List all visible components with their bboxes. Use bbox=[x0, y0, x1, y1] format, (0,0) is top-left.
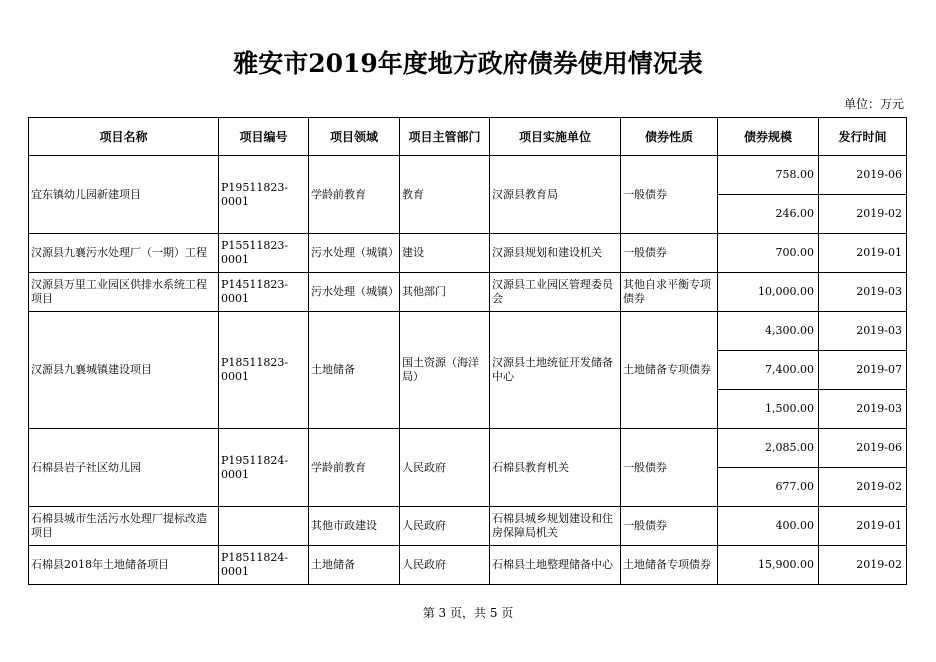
project-name: 汉源县九襄城镇建设项目 bbox=[29, 312, 219, 429]
project-unit: 石棉县城乡规划建设和住房保障局机关 bbox=[490, 507, 621, 546]
issue-date: 2019-02 bbox=[819, 468, 907, 507]
table-row bbox=[29, 312, 907, 351]
bond-type: 一般债券 bbox=[621, 234, 718, 273]
issue-date: 2019-07 bbox=[819, 351, 907, 390]
project-unit: 石棉县土地整理储备中心 bbox=[490, 546, 621, 585]
bond-amount: 246.00 bbox=[718, 195, 819, 234]
project-unit: 汉源县教育局 bbox=[490, 156, 621, 234]
page-number: 第 3 页，共 5 页 bbox=[422, 606, 514, 620]
project-dept: 建设 bbox=[400, 234, 490, 273]
table-header bbox=[29, 118, 907, 156]
table-row bbox=[29, 429, 907, 468]
bond-type: 土地储备专项债券 bbox=[621, 312, 718, 429]
header-cell: 项目编号 bbox=[219, 118, 309, 156]
issue-date: 2019-02 bbox=[819, 195, 907, 234]
project-unit: 石棉县教育机关 bbox=[490, 429, 621, 507]
bond-amount: 2,085.00 bbox=[718, 429, 819, 468]
project-unit: 汉源县工业园区管理委员会 bbox=[490, 273, 621, 312]
issue-date: 2019-02 bbox=[819, 546, 907, 585]
header-cell: 发行时间 bbox=[819, 118, 907, 156]
bond-table bbox=[28, 117, 907, 585]
issue-date: 2019-01 bbox=[819, 507, 907, 546]
project-name: 石棉县岩子社区幼儿园 bbox=[29, 429, 219, 507]
bond-amount: 7,400.00 bbox=[718, 351, 819, 390]
bond-amount: 10,000.00 bbox=[718, 273, 819, 312]
project-dept: 人民政府 bbox=[400, 429, 490, 507]
project-dept: 人民政府 bbox=[400, 507, 490, 546]
header-cell: 项目实施单位 bbox=[490, 118, 621, 156]
project-unit: 汉源县土地统征开发储备中心 bbox=[490, 312, 621, 429]
project-name: 石棉县城市生活污水处理厂提标改造项目 bbox=[29, 507, 219, 546]
project-code: P19511823-0001 bbox=[219, 156, 309, 234]
header-cell: 债券规模 bbox=[718, 118, 819, 156]
project-code: P19511824-0001 bbox=[219, 429, 309, 507]
page-title: 雅安市2019年度地方政府债券使用情况表 bbox=[233, 49, 703, 78]
issue-date: 2019-06 bbox=[819, 156, 907, 195]
project-field: 土地储备 bbox=[309, 546, 400, 585]
project-field: 土地储备 bbox=[309, 312, 400, 429]
bond-type: 一般债券 bbox=[621, 429, 718, 507]
issue-date: 2019-03 bbox=[819, 312, 907, 351]
project-field: 学龄前教育 bbox=[309, 156, 400, 234]
project-name: 宜东镇幼儿园新建项目 bbox=[29, 156, 219, 234]
project-name: 石棉县2018年土地储备项目 bbox=[29, 546, 219, 585]
project-field: 学龄前教育 bbox=[309, 429, 400, 507]
issue-date: 2019-03 bbox=[819, 273, 907, 312]
bond-type: 其他自求平衡专项债券 bbox=[621, 273, 718, 312]
project-dept: 人民政府 bbox=[400, 546, 490, 585]
table-row bbox=[29, 507, 907, 546]
bond-amount: 1,500.00 bbox=[718, 390, 819, 429]
issue-date: 2019-03 bbox=[819, 390, 907, 429]
project-name: 汉源县九襄污水处理厂（一期）工程 bbox=[29, 234, 219, 273]
header-cell: 项目领域 bbox=[309, 118, 400, 156]
project-unit: 汉源县规划和建设机关 bbox=[490, 234, 621, 273]
table-row bbox=[29, 156, 907, 195]
table-row bbox=[29, 234, 907, 273]
unit-label: 单位：万元 bbox=[843, 97, 904, 111]
bond-type: 一般债券 bbox=[621, 156, 718, 234]
table-row bbox=[29, 546, 907, 585]
bond-type: 土地储备专项债券 bbox=[621, 546, 718, 585]
issue-date: 2019-06 bbox=[819, 429, 907, 468]
project-code bbox=[219, 507, 309, 546]
bond-amount: 677.00 bbox=[718, 468, 819, 507]
project-code: P14511823-0001 bbox=[219, 273, 309, 312]
project-dept: 教育 bbox=[400, 156, 490, 234]
project-field: 污水处理（城镇） bbox=[309, 234, 400, 273]
project-code: P15511823-0001 bbox=[219, 234, 309, 273]
project-code: P18511823-0001 bbox=[219, 312, 309, 429]
project-code: P18511824-0001 bbox=[219, 546, 309, 585]
table-row bbox=[29, 273, 907, 312]
bond-type: 一般债券 bbox=[621, 507, 718, 546]
bond-amount: 700.00 bbox=[718, 234, 819, 273]
bond-amount: 758.00 bbox=[718, 156, 819, 195]
header-cell: 项目名称 bbox=[29, 118, 219, 156]
bond-amount: 15,900.00 bbox=[718, 546, 819, 585]
project-dept: 国土资源（海洋局） bbox=[400, 312, 490, 429]
header-cell: 项目主管部门 bbox=[400, 118, 490, 156]
header-cell: 债券性质 bbox=[621, 118, 718, 156]
issue-date: 2019-01 bbox=[819, 234, 907, 273]
project-field: 其他市政建设 bbox=[309, 507, 400, 546]
project-field: 污水处理（城镇） bbox=[309, 273, 400, 312]
project-name: 汉源县万里工业园区供排水系统工程项目 bbox=[29, 273, 219, 312]
project-dept: 其他部门 bbox=[400, 273, 490, 312]
bond-amount: 4,300.00 bbox=[718, 312, 819, 351]
bond-amount: 400.00 bbox=[718, 507, 819, 546]
